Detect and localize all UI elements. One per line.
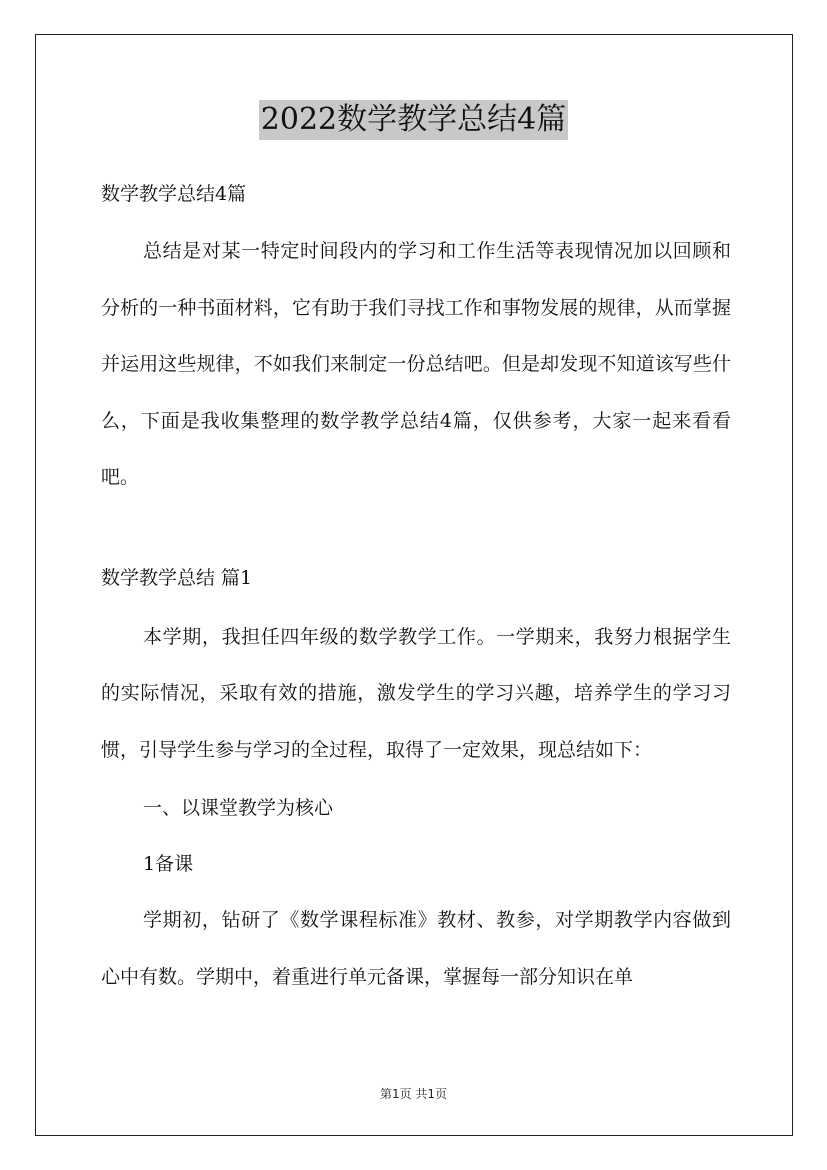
- section-paragraph-2: 学期初，钻研了《数学课程标准》教材、教参，对学期教学内容做到心中有数。学期中，着重进行单元备课，掌握每一部分知识在单: [101, 909, 731, 988]
- subheading-lesson-prep: 1备课: [143, 853, 194, 875]
- document-subtitle: 数学教学总结4篇: [101, 183, 247, 205]
- document-body: [101, 172, 731, 1005]
- subheading-classroom: 一、以课堂教学为核心: [143, 797, 334, 819]
- intro-paragraph: 总结是对某一特定时间段内的学习和工作生活等表现情况加以回顾和分析的一种书面材料，它有助于我们寻找工作和事物发展的规律，从而掌握并运用这些规律，不如我们来制定一份总结吧。但是却发现不知道该写些什么，下面是我收集整理的数学教学总结4篇，仅供参考，大家一起来看看吧。: [101, 240, 731, 488]
- section-paragraph: 本学期，我担任四年级的数学教学工作。一学期来，我努力根据学生的实际情况，采取有效的措施，激发学生的学习兴趣，培养学生的学习习惯，引导学生参与学习的全过程，取得了一定效果，现总结如下：: [101, 625, 731, 761]
- page-footer: 第1页 共1页: [379, 1087, 448, 1101]
- document-title: 2022数学教学总结4篇: [259, 100, 568, 140]
- title-container: [0, 100, 827, 140]
- section-heading: 数学教学总结 篇1: [101, 566, 253, 589]
